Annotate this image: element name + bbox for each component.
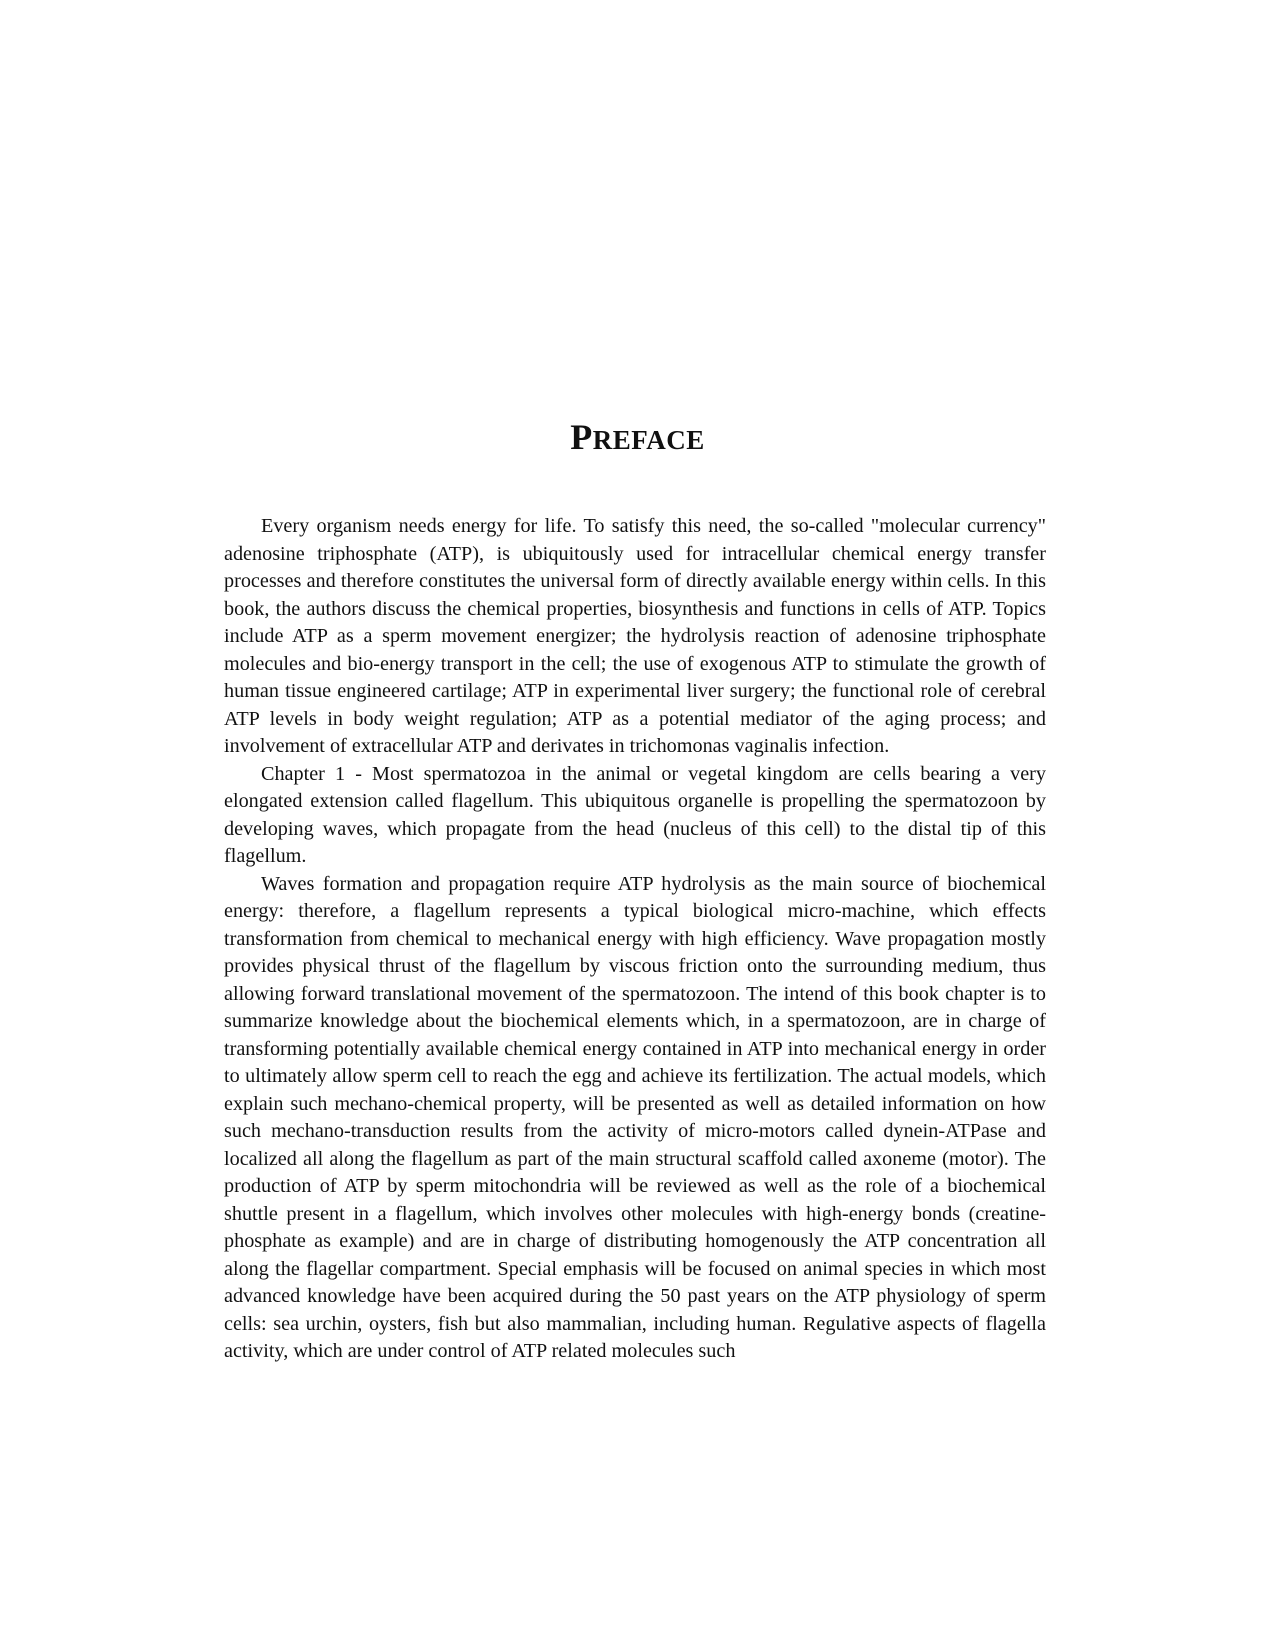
paragraph-intro: Every organism needs energy for life. To satisfy this need, the so-called "molecular currency" adenosine triphosphate (ATP), is ubiquitously used for intracellular chemical energy transfer processes and therefore constitutes the universal form of directly available energy within cells. In this book, the authors discuss the chemical properties, biosynthesis and functions in cells of ATP. Topics include ATP as a sperm movement energizer; the hydrolysis reaction of adenosine triphosphate molecules and bio-energy transport in the cell; the use of exogenous ATP to stimulate the growth of human tissue engineered cartilage; ATP in experimental liver surgery; the functional role of cerebral ATP levels in body weight regulation; ATP as a potential mediator of the aging process; and involvement of extracellular ATP and derivates in trichomonas vaginalis infection. xyxy=(224,515,1046,757)
title-rest: REFACE xyxy=(592,425,705,455)
title-initial: P xyxy=(570,417,593,457)
page-title xyxy=(0,416,1275,458)
paragraph-waves: Waves formation and propagation require ATP hydrolysis as the main source of biochemical energy: therefore, a flagellum represents a typical biological micro-machine, which effects transformation from chemical to mechanical energy with high efficiency. Wave propagation mostly provides physical thrust of the flagellum by viscous friction onto the surrounding medium, thus allowing forward translational movement of the spermatozoon. The intend of this book chapter is to summarize knowledge about the biochemical elements which, in a spermatozoon, are in charge of transforming potentially available chemical energy contained in ATP into mechanical energy in order to ultimately allow sperm cell to reach the egg and achieve its fertilization. The actual models, which explain such mechano-chemical property, will be presented as well as detailed information on how such mechano-transduction results from the activity of micro-motors called dynein-ATPase and localized all along the flagellum as part of the main structural scaffold called axoneme (motor). The production of ATP by sperm mitochondria will be reviewed as well as the role of a biochemical shuttle present in a flagellum, which involves other molecules with high-energy bonds (creatine-phosphate as example) and are in charge of distributing homogenously the ATP concentration all along the flagellar compartment. Special emphasis will be focused on animal species in which most advanced knowledge have been acquired during the 50 past years on the ATP physiology of sperm cells: sea urchin, oysters, fish but also mammalian, including human. Regulative aspects of flagella activity, which are under control of ATP related molecules such xyxy=(224,872,1046,1362)
preface-body xyxy=(224,513,1046,1366)
paragraph-chapter-1: Chapter 1 - Most spermatozoa in the animal or vegetal kingdom are cells bearing a very elongated extension called flagellum. This ubiquitous organelle is propelling the spermatozoon by developing waves, which propagate from the head (nucleus of this cell) to the distal tip of this flagellum. xyxy=(224,762,1046,867)
